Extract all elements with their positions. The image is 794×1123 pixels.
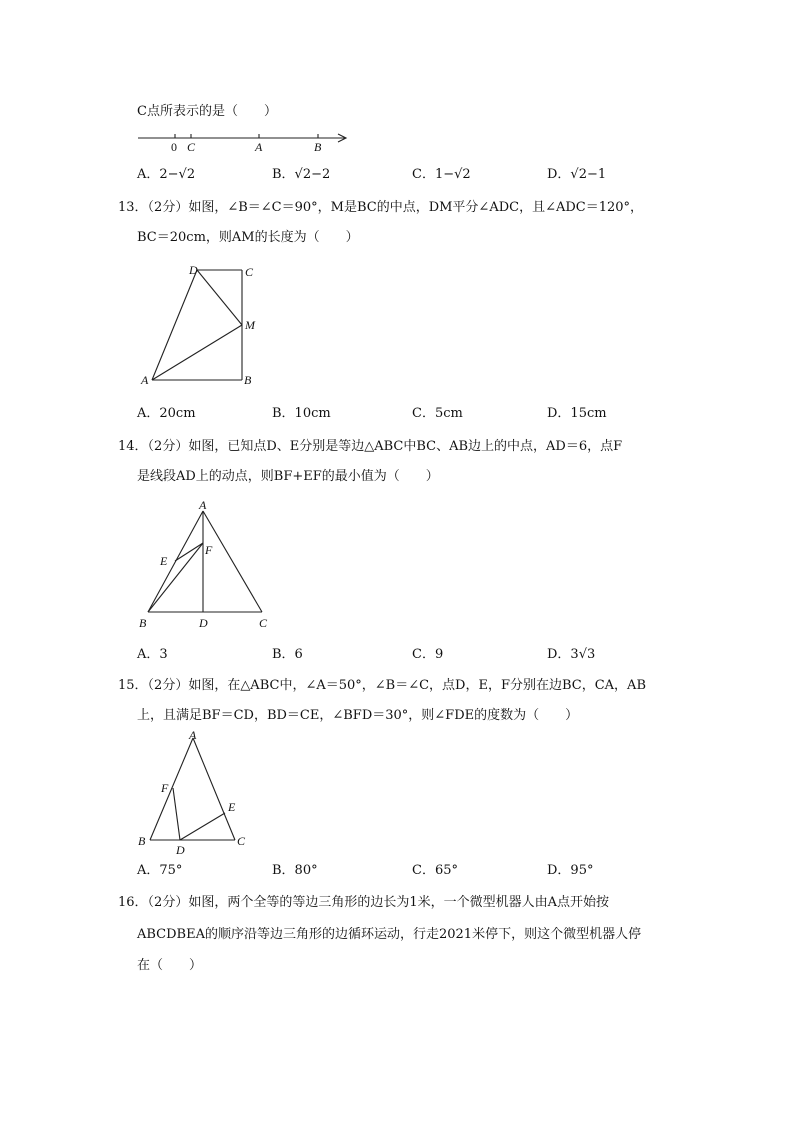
q14-label-c: C: [259, 616, 268, 630]
label-c: C: [187, 140, 196, 154]
q16-text-line2: ABCDBEA的顺序沿等边三角形的边循环运动，行走2021米停下，则这个微型机器人停: [137, 927, 642, 942]
q12-option-b: B．√2−2: [272, 167, 331, 182]
q13-option-a: A．20cm: [137, 406, 196, 421]
q15-label-a: A: [189, 728, 197, 742]
q14-option-a: A．3: [137, 647, 168, 662]
q14-figure: [135, 497, 275, 632]
q14-label-f: F: [205, 543, 213, 557]
q14-label-a: A: [199, 498, 207, 512]
q13-text-line1: 13．（2分）如图，∠B＝∠C＝90°，M是BC的中点，DM平分∠ADC，且∠ADC＝120°，: [118, 200, 644, 215]
q12-prompt: C点所表示的是（ ）: [137, 104, 277, 119]
q15-label-c: C: [237, 834, 246, 848]
q13-label-b: B: [244, 373, 252, 387]
q13-label-c: C: [245, 265, 254, 279]
q14-option-c: C．9: [412, 647, 444, 662]
q13-label-m: M: [245, 318, 255, 332]
q15-label-f: F: [161, 781, 169, 795]
q15-label-b: B: [138, 834, 146, 848]
q14-option-d: D．3√3: [547, 647, 596, 662]
q15-label-e: E: [228, 800, 236, 814]
q13-option-d: D．15cm: [547, 406, 607, 421]
q15-option-a: A．75°: [137, 863, 183, 878]
q13-label-d: D: [189, 263, 198, 277]
q12-number-line: [135, 128, 355, 158]
q14-label-e: E: [160, 554, 168, 568]
q14-option-b: B．6: [272, 647, 303, 662]
q13-option-b: B．10cm: [272, 406, 331, 421]
label-b: B: [314, 140, 322, 154]
q12-option-a: A．2−√2: [137, 167, 196, 182]
q14-label-d: D: [199, 616, 208, 630]
q15-text-line1: 15．（2分）如图，在△ABC中，∠A＝50°，∠B＝∠C，点D，E，F分别在边BC，CA，AB: [118, 678, 646, 693]
q13-text-line2: BC＝20cm，则AM的长度为（ ）: [137, 230, 359, 245]
q12-option-c: C．1−√2: [412, 167, 471, 182]
q15-option-d: D．95°: [547, 863, 594, 878]
q14-text-line1: 14．（2分）如图，已知点D、E分别是等边△ABC中BC、AB边上的中点，AD＝6，点F: [118, 439, 623, 454]
q15-figure: [135, 728, 260, 857]
q15-option-b: B．80°: [272, 863, 318, 878]
q15-text-line2: 上，且满足BF＝CD，BD＝CE，∠BFD＝30°，则∠FDE的度数为（ ）: [137, 708, 579, 723]
q13-label-a: A: [141, 373, 149, 387]
q14-label-b: B: [139, 616, 147, 630]
q13-option-c: C．5cm: [412, 406, 463, 421]
q16-text-line1: 16．（2分）如图，两个全等的等边三角形的边长为1米，一个微型机器人由A点开始按: [118, 895, 609, 910]
q14-text-line2: 是线段AD上的动点，则BF+EF的最小值为（ ）: [137, 469, 439, 484]
q16-text-line3: 在（ ）: [137, 958, 203, 973]
label-0: 0: [171, 140, 177, 154]
label-a: A: [255, 140, 263, 154]
q15-option-c: C．65°: [412, 863, 458, 878]
q13-figure: [140, 262, 270, 392]
q15-label-d: D: [176, 843, 185, 857]
q12-option-d: D．√2−1: [547, 167, 607, 182]
